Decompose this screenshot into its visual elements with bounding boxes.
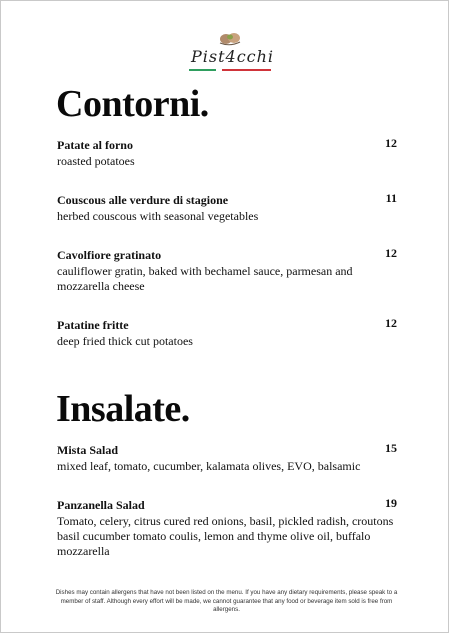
menu-item xyxy=(57,441,397,474)
restaurant-logo xyxy=(183,29,279,75)
item-name: Patate al forno xyxy=(57,138,133,152)
item-price: 12 xyxy=(385,246,397,260)
item-description: mixed leaf, tomato, cucumber, kalamata olives, EVO, balsamic xyxy=(57,459,361,473)
item-price: 15 xyxy=(385,441,397,455)
menu-item xyxy=(57,496,397,559)
item-description: roasted potatoes xyxy=(57,154,135,168)
item-price: 12 xyxy=(385,316,397,330)
item-name: Patatine fritte xyxy=(57,318,129,332)
section-title-contorni: Contorni. xyxy=(56,83,209,125)
item-description: cauliflower gratin, baked with bechamel sauce, parmesan and mozzarella cheese xyxy=(57,264,353,293)
item-price: 11 xyxy=(385,191,397,205)
menu-item xyxy=(57,136,397,169)
item-description: deep fried thick cut potatoes xyxy=(57,334,193,348)
item-description: Tomato, celery, citrus cured red onions, basil, pickled radish, croutons basil cucumber tomato coulis, lemon and thyme olive oil, buffalo mozzarella xyxy=(57,514,394,558)
logo-wordmark: Pist4cchi xyxy=(191,47,275,66)
menu-item xyxy=(57,316,397,349)
flag-underline xyxy=(189,69,271,71)
menu-item xyxy=(57,246,397,294)
item-name: Couscous alle verdure di stagione xyxy=(57,193,229,207)
pistachio-icon xyxy=(217,29,243,49)
item-name: Cavolfiore gratinato xyxy=(57,248,162,262)
item-price: 12 xyxy=(385,136,397,150)
item-description: herbed couscous with seasonal vegetables xyxy=(57,209,259,223)
item-name: Mista Salad xyxy=(57,443,119,457)
item-price: 19 xyxy=(385,496,397,510)
allergen-notice: Dishes may contain allergens that have not been listed on the menu. If you have any dietary requirements, please speak to a member of staff. Although every effort will be made, we cannot guarantee that any food or beverage item sold is free from allergens. xyxy=(55,589,398,614)
menu-item xyxy=(57,191,397,224)
section-title-insalate: Insalate. xyxy=(56,388,190,430)
item-name: Panzanella Salad xyxy=(57,498,145,512)
